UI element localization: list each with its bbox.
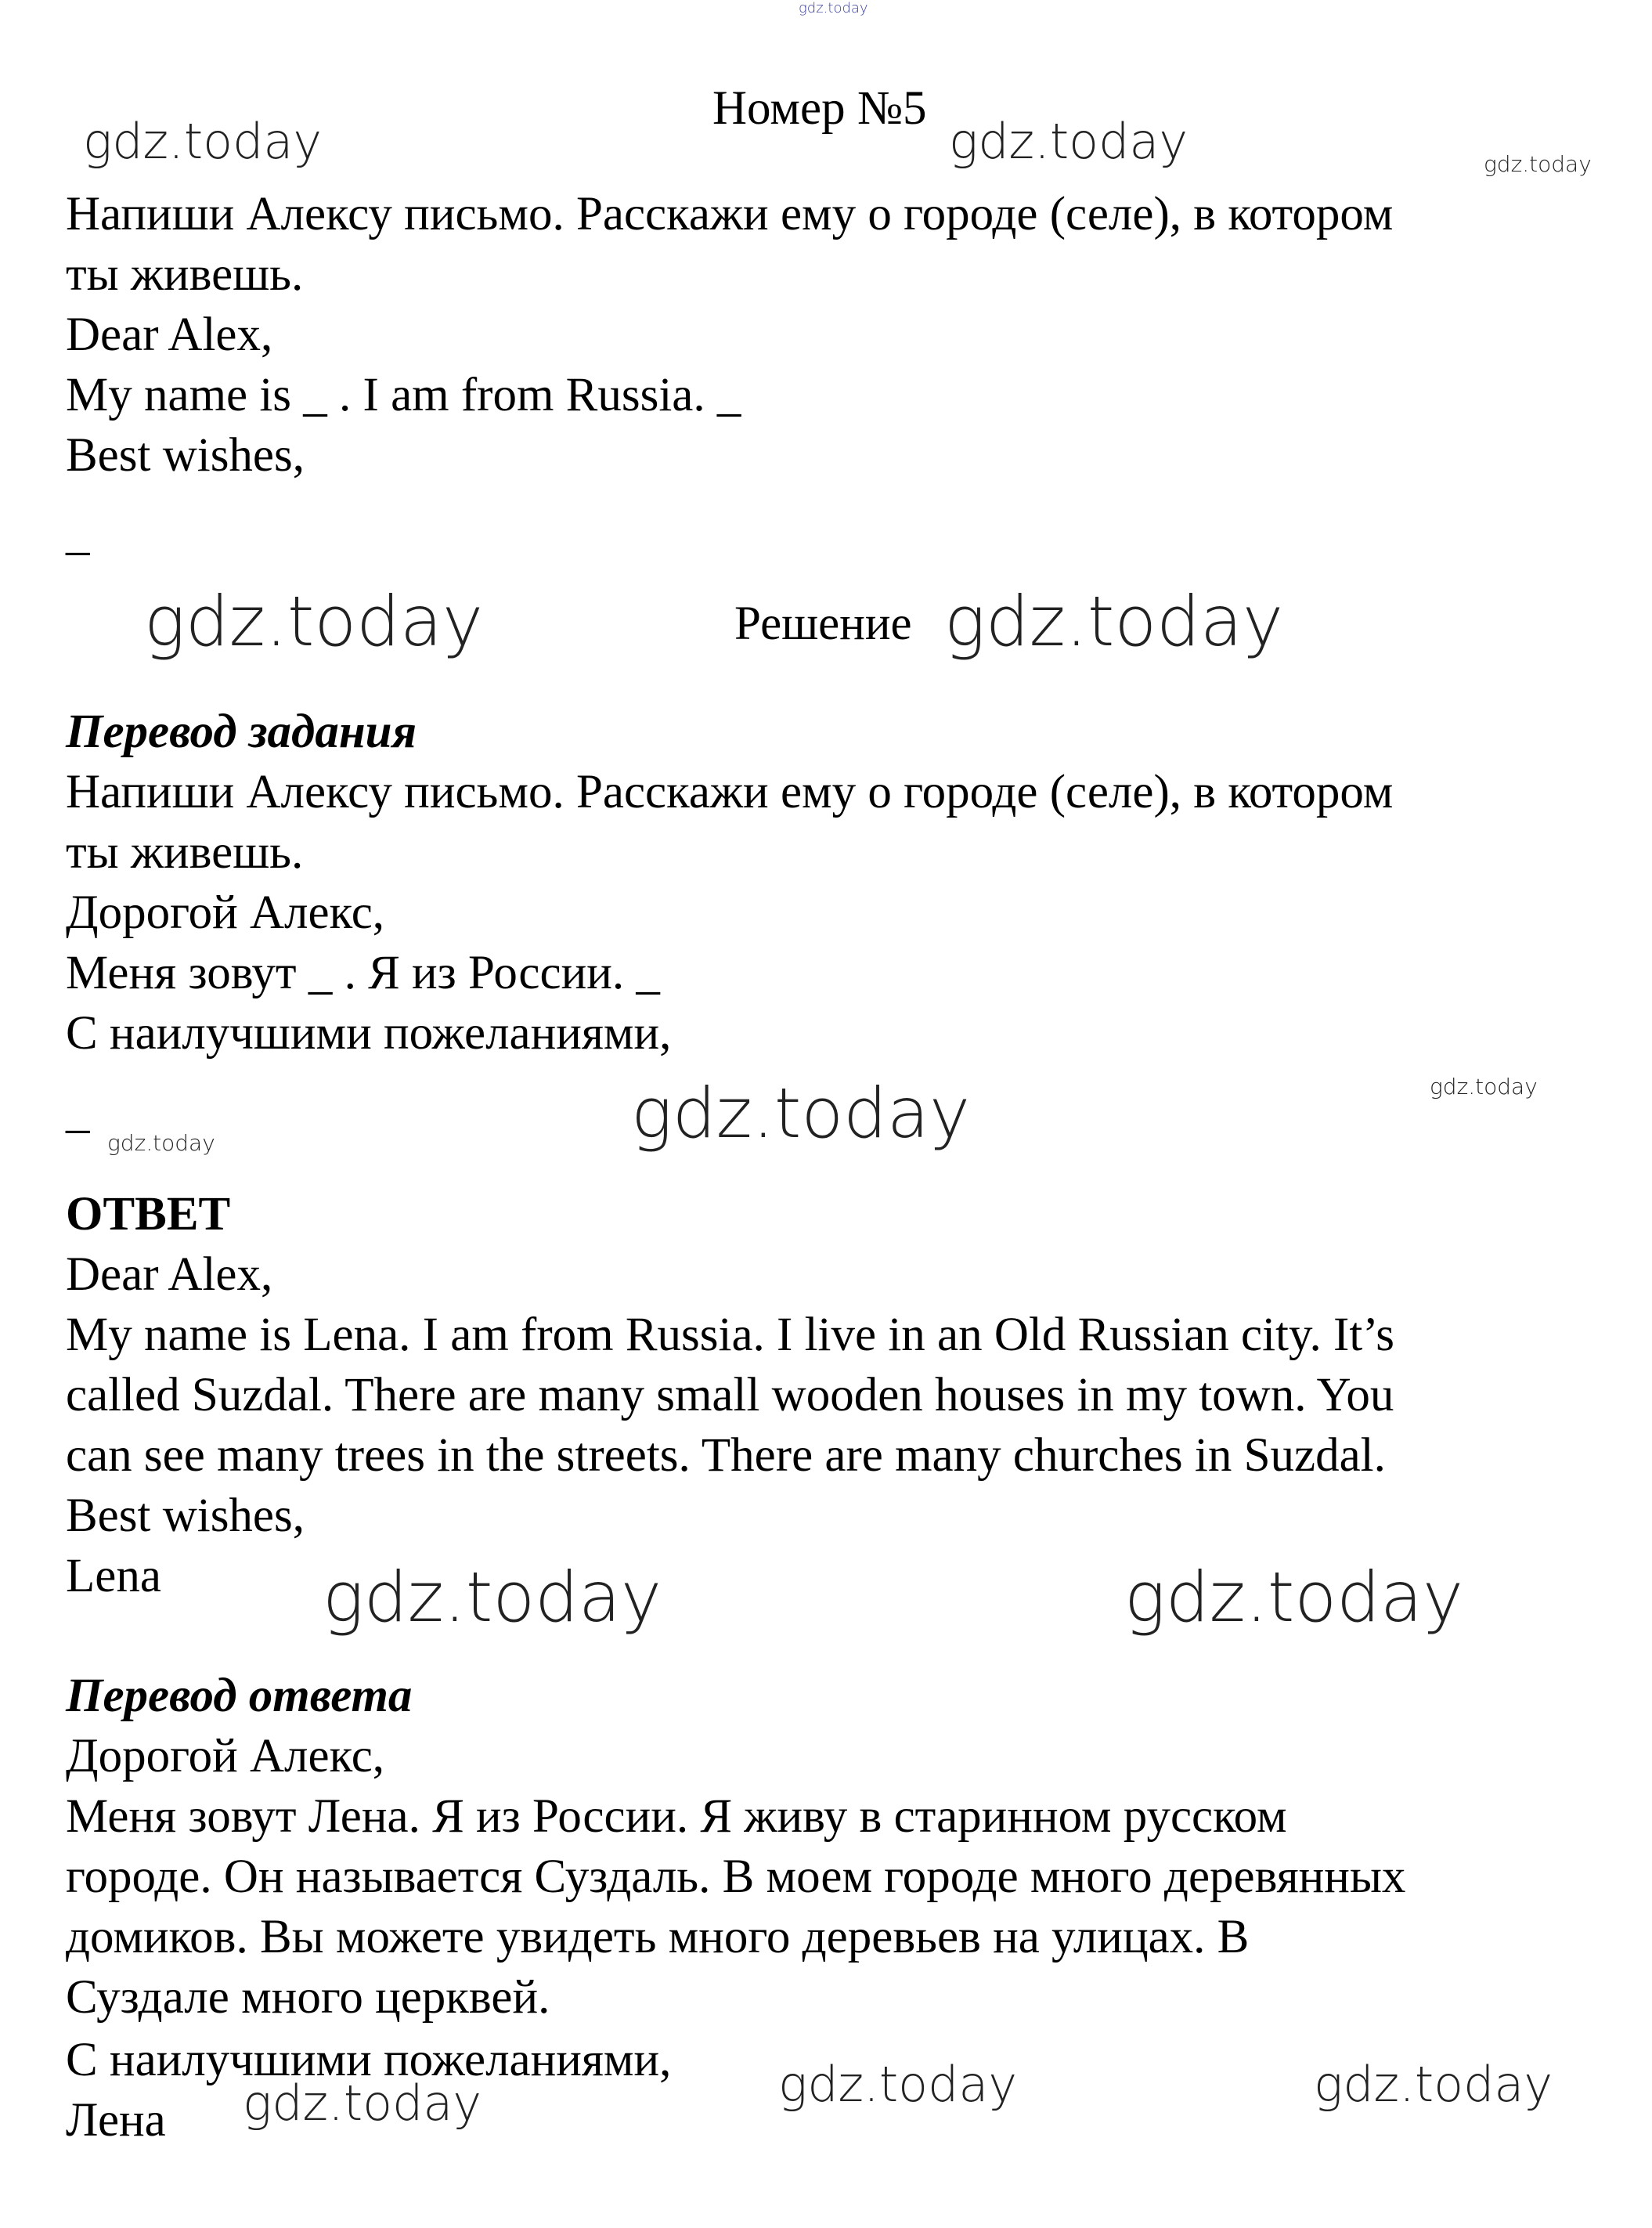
answer-translation-line: Суздале много церквей. — [66, 1971, 550, 2024]
answer-translation-line: городе. Он называется Суздаль. В моем городе много деревянных — [66, 1851, 1406, 1903]
answer-translation-line: домиков. Вы можете увидеть много деревьев на улицах. В — [66, 1911, 1250, 1963]
watermark: gdz.today — [243, 2075, 482, 2132]
answer-line: Dear Alex, — [66, 1248, 273, 1301]
task-line: Dear Alex, — [66, 309, 273, 361]
watermark: gdz.today — [83, 113, 323, 170]
answer-translation-line: Лена — [66, 2094, 166, 2147]
task-translation-line: _ — [66, 1085, 90, 1138]
watermark: gdz.today — [1124, 1557, 1464, 1638]
task-line: _ — [66, 507, 90, 560]
task-translation-line: Дорогой Алекс, — [66, 887, 385, 939]
page-title: Номер №5 — [712, 82, 927, 135]
watermark-top-tiny: gdz.today — [799, 0, 868, 16]
answer-translation-line: Дорогой Алекс, — [66, 1730, 385, 1782]
watermark: gdz.today — [1314, 2056, 1553, 2113]
watermark: gdz.today — [949, 113, 1189, 170]
answer-line: Best wishes, — [66, 1490, 305, 1542]
task-line: Best wishes, — [66, 429, 305, 482]
answer-heading: ОТВЕТ — [66, 1188, 231, 1240]
task-translation-heading: Перевод задания — [66, 706, 417, 758]
answer-translation-line: Меня зовут Лена. Я из России. Я живу в старинном русском — [66, 1790, 1287, 1843]
watermark: gdz.today — [944, 581, 1284, 662]
watermark: gdz.today — [144, 581, 484, 662]
task-translation-line: Напиши Алексу письмо. Расскажи ему о городе (селе), в котором — [66, 766, 1394, 818]
watermark: gdz.today — [1484, 151, 1592, 177]
watermark: gdz.today — [778, 2056, 1018, 2113]
watermark: gdz.today — [323, 1557, 662, 1638]
answer-line: called Suzdal. There are many small wooden houses in my town. You — [66, 1369, 1394, 1421]
task-line: My name is _ . I am from Russia. _ — [66, 369, 741, 421]
answer-line: can see many trees in the streets. There are many churches in Suzdal. — [66, 1429, 1386, 1482]
task-translation-line: ты живешь. — [66, 826, 304, 879]
answer-translation-line: С наилучшими пожеланиями, — [66, 2034, 672, 2086]
answer-line: Lena — [66, 1550, 161, 1602]
answer-translation-heading: Перевод ответа — [66, 1670, 413, 1722]
task-line: Напиши Алексу письмо. Расскажи ему о городе (селе), в котором — [66, 188, 1394, 240]
watermark: gdz.today — [107, 1130, 215, 1156]
answer-line: My name is Lena. I am from Russia. I live in an Old Russian city. It’s — [66, 1309, 1394, 1361]
solution-label: Решение — [734, 598, 912, 650]
watermark: gdz.today — [631, 1073, 971, 1154]
watermark: gdz.today — [1430, 1074, 1538, 1100]
task-translation-line: Меня зовут _ . Я из России. _ — [66, 947, 660, 999]
task-translation-line: С наилучшими пожеланиями, — [66, 1007, 672, 1060]
task-line: ты живешь. — [66, 248, 304, 301]
